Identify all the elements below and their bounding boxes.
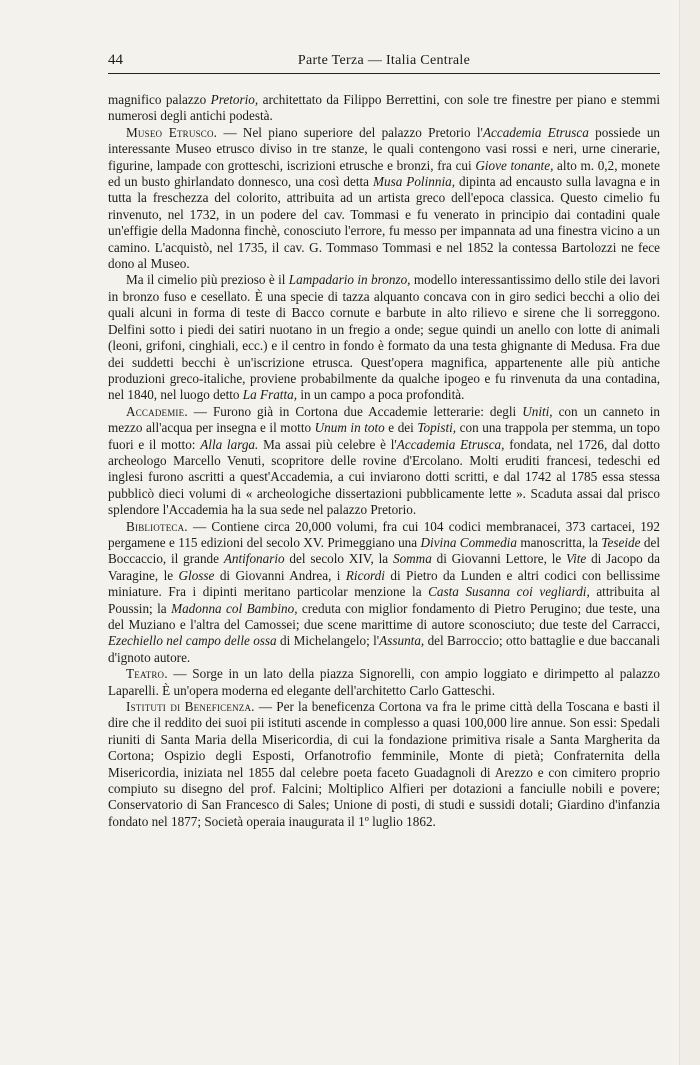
paragraph bbox=[108, 666, 660, 699]
text-run: di Michelangelo; l' bbox=[276, 633, 380, 649]
text-run: di Giovanni Lettore, le bbox=[431, 551, 567, 567]
page-edge bbox=[679, 0, 700, 1065]
text-run: — Nel piano superiore del palazzo Pretorio l' bbox=[217, 124, 483, 140]
italic-title: Vite bbox=[566, 551, 587, 567]
italic-title: Musa Polinnia, bbox=[373, 174, 456, 190]
text-run: — Per la beneficenza Cortona va fra le prime città della Toscana e basti il dire che il reddito dei suoi pii istituti ascende in complesso a quasi 100,000 lire annue. Son essi: Spedali riuniti di Santa Maria della Misericordia, di cui la fondazione primitiva risale a Santa Margherita da Cortona; Ospizio degli Esposti, Orfanotrofio femminile, Monte di pietà; Confraternita della Misericordia, iniziata nel 1855 dal celebre poeta faceto Guadagnoli di Arezzo e con cimitero proprio compiuto su disegno del prof. Falcini; Moltiplico Alfieri per dotazioni a fanciulle nobili e povere; Conservatorio di San Francesco di Sales; Unione di posti, di studi e sussidi dotali; Giardino d'infanzia fondato nel 1877; Società operaia inaugurata il 1º luglio 1862. bbox=[108, 699, 660, 829]
text-run: alto m. 0,2, monete ed un busto ghirlandato donnesco, una così detta bbox=[108, 157, 660, 190]
text-run: — Sorge in un lato della piazza Signorelli, con ampio loggiato e dirimpetto al palazzo Laparelli. È un'opera moderna ed elegante dell'architetto Carlo Gatteschi. bbox=[108, 666, 660, 698]
text-run: modello interessantissimo dello stile dei lavori in bronzo fuso e cesellato. È una specie di tazza alquanto concava con in giro sedici becchi a olio dei quali alcuni in forma di teste di Bacco cornute e barbute in alto rilievo e sirene che li sorreggono. Delfini sotto i piedi dei satiri nuotano in un fregio a onde; segue quindi un anello con lotte di animali (leoni, grifoni, cinghiali, ecc.) e il centro in fondo è formato da una testa ghignante di Medusa. Fra due dei suddetti becchi è un'iscrizione etrusca. Quest'opera magnifica, appartenente alle più antiche produzioni greco-italiche, proviene probabilmente da qualche ipogeo e fu rinvenuta da una contadina, nel 1840, nel luogo detto bbox=[108, 272, 660, 403]
book-page bbox=[108, 52, 660, 830]
text-run: del secolo XIV, la bbox=[284, 551, 393, 567]
italic-title: Topisti, bbox=[417, 420, 457, 436]
section-heading: Accademie. bbox=[126, 403, 188, 419]
italic-title: Antifonario bbox=[223, 551, 285, 567]
paragraph bbox=[108, 519, 660, 667]
italic-title: Somma bbox=[392, 551, 432, 567]
text-run: del Barroccio; otto battaglie e due baccanali d'ignoto autore. bbox=[108, 633, 661, 665]
italic-title: Assunta, bbox=[379, 633, 425, 649]
italic-title: Ezechiello nel campo delle ossa bbox=[108, 633, 277, 649]
paragraph bbox=[108, 404, 660, 519]
text-run: in un campo a poca profondità. bbox=[297, 387, 465, 403]
text-run: attribuita al Poussin; la bbox=[108, 584, 661, 616]
italic-title: Accademia Etrusca, bbox=[396, 436, 505, 452]
text-run: architettato da Filippo Berrettini, con sole tre finestre per piano e stemmi numerosi degli antichi podestà. bbox=[108, 92, 660, 124]
text-run: e dei bbox=[384, 420, 418, 436]
text-run: di Giovanni Andrea, i bbox=[214, 567, 346, 583]
text-run: di Jacopo da Varagine, le bbox=[108, 551, 661, 583]
text-run: Ma il cimelio più prezioso è il bbox=[126, 272, 289, 288]
paragraph bbox=[108, 272, 660, 403]
text-run: fondata, nel 1726, dal dotto archeologo Marcello Venuti, scopritore delle rovine d'Ercolano. Molti eruditi francesi, tedeschi ed inglesi furono ascritti a quest'Accademia, a cui inviarono dotti scritti, e dal 1742 al 1785 essa stessa pubblicò dieci volumi di « archeologiche dissertazioni pubblicamente lette ». Scaduta assai dal prisco splendore l'Accademia ha la sua sede nel palazzo Pretorio. bbox=[108, 436, 660, 518]
text-run: del Boccaccio, il grande bbox=[108, 534, 660, 567]
text-run: con un canneto in mezzo all'acqua per insegna e il motto bbox=[108, 403, 660, 436]
italic-title: Lampadario in bronzo, bbox=[288, 272, 411, 288]
text-run: magnifico palazzo bbox=[108, 92, 211, 107]
italic-title: Unum in toto bbox=[314, 420, 385, 436]
italic-title: Casta Susanna coi vegliardi, bbox=[428, 584, 590, 600]
text-run: — Furono già in Cortona due Accademie letterarie: degli bbox=[187, 403, 523, 419]
text-run: possiede un interessante Museo etrusco diviso in tre stanze, le quali contengono vasi rossi e neri, urne cinerarie, figurine, lampade con grotteschi, iscrizioni etrusche e bronzi, fra cui bbox=[108, 124, 661, 173]
text-run: Ma assai più celebre è l' bbox=[258, 436, 397, 452]
italic-title: Ricordi bbox=[345, 567, 385, 583]
italic-title: Alla larga. bbox=[200, 436, 259, 452]
italic-title: Glosse bbox=[178, 567, 215, 583]
page-header bbox=[108, 52, 660, 74]
italic-title: Uniti, bbox=[522, 403, 553, 419]
text-run: creduta con miglior fondamento di Pietro Perugino; due teste, una del Muziano e l'altra del Camossei; due scene marittime di autore sconosciuto; due teste del Carracci, bbox=[108, 600, 660, 632]
italic-title: Madonna col Bambino, bbox=[171, 600, 298, 616]
text-run: — Contiene circa 20,000 volumi, fra cui 104 codici membranacei, 373 cartacei, 192 pergamene e 115 edizioni del secolo XV. Primeggiano una bbox=[108, 518, 660, 550]
page-number: 44 bbox=[108, 52, 123, 68]
paragraph bbox=[108, 92, 660, 125]
running-title: Parte Terza — Italia Centrale bbox=[297, 53, 471, 68]
section-heading: Teatro. bbox=[126, 666, 168, 682]
text-run: con una trappola per stemma, un topo fuori e il motto: bbox=[108, 420, 661, 452]
body-text bbox=[108, 92, 660, 830]
text-run: manoscritta, la bbox=[516, 534, 602, 550]
italic-title: Pretorio, bbox=[210, 92, 259, 107]
italic-title: Giove tonante, bbox=[475, 157, 554, 173]
italic-title: Accademia Etrusca bbox=[482, 124, 589, 140]
italic-title: Divina Commedia bbox=[420, 534, 517, 550]
section-heading: Istituti di Beneficenza. bbox=[126, 699, 255, 715]
text-run: di Pietro da Lunden e altri codici con bellissime miniature. Fra i dipinti meritano particolar menzione la bbox=[108, 567, 660, 600]
section-heading: Biblioteca. bbox=[126, 518, 188, 534]
paragraph bbox=[108, 125, 660, 273]
text-run: dipinta ad encausto sulla lavagna e in tutta la freschezza del colorito, attribuita ad un artista greco dell'epoca classica. Questo cimelio fu rinvenuto, nel 1732, in un podere del cav. Tommasi e fu venerato in principio dai contadini quale un'effigie della Madonna finchè, conosciuto l'errore, fu messo per impannata ad una finestra vicino a un camino. L'acquistò, nel 1735, il cav. G. Tommaso Tommasi e nel 1852 la contessa Bartolozzi ne fece dono al Museo. bbox=[108, 174, 661, 272]
section-heading: Museo Etrusco. bbox=[126, 124, 218, 140]
paragraph bbox=[108, 699, 660, 830]
italic-title: La Fratta, bbox=[242, 387, 298, 403]
italic-title: Teseide bbox=[601, 534, 641, 550]
